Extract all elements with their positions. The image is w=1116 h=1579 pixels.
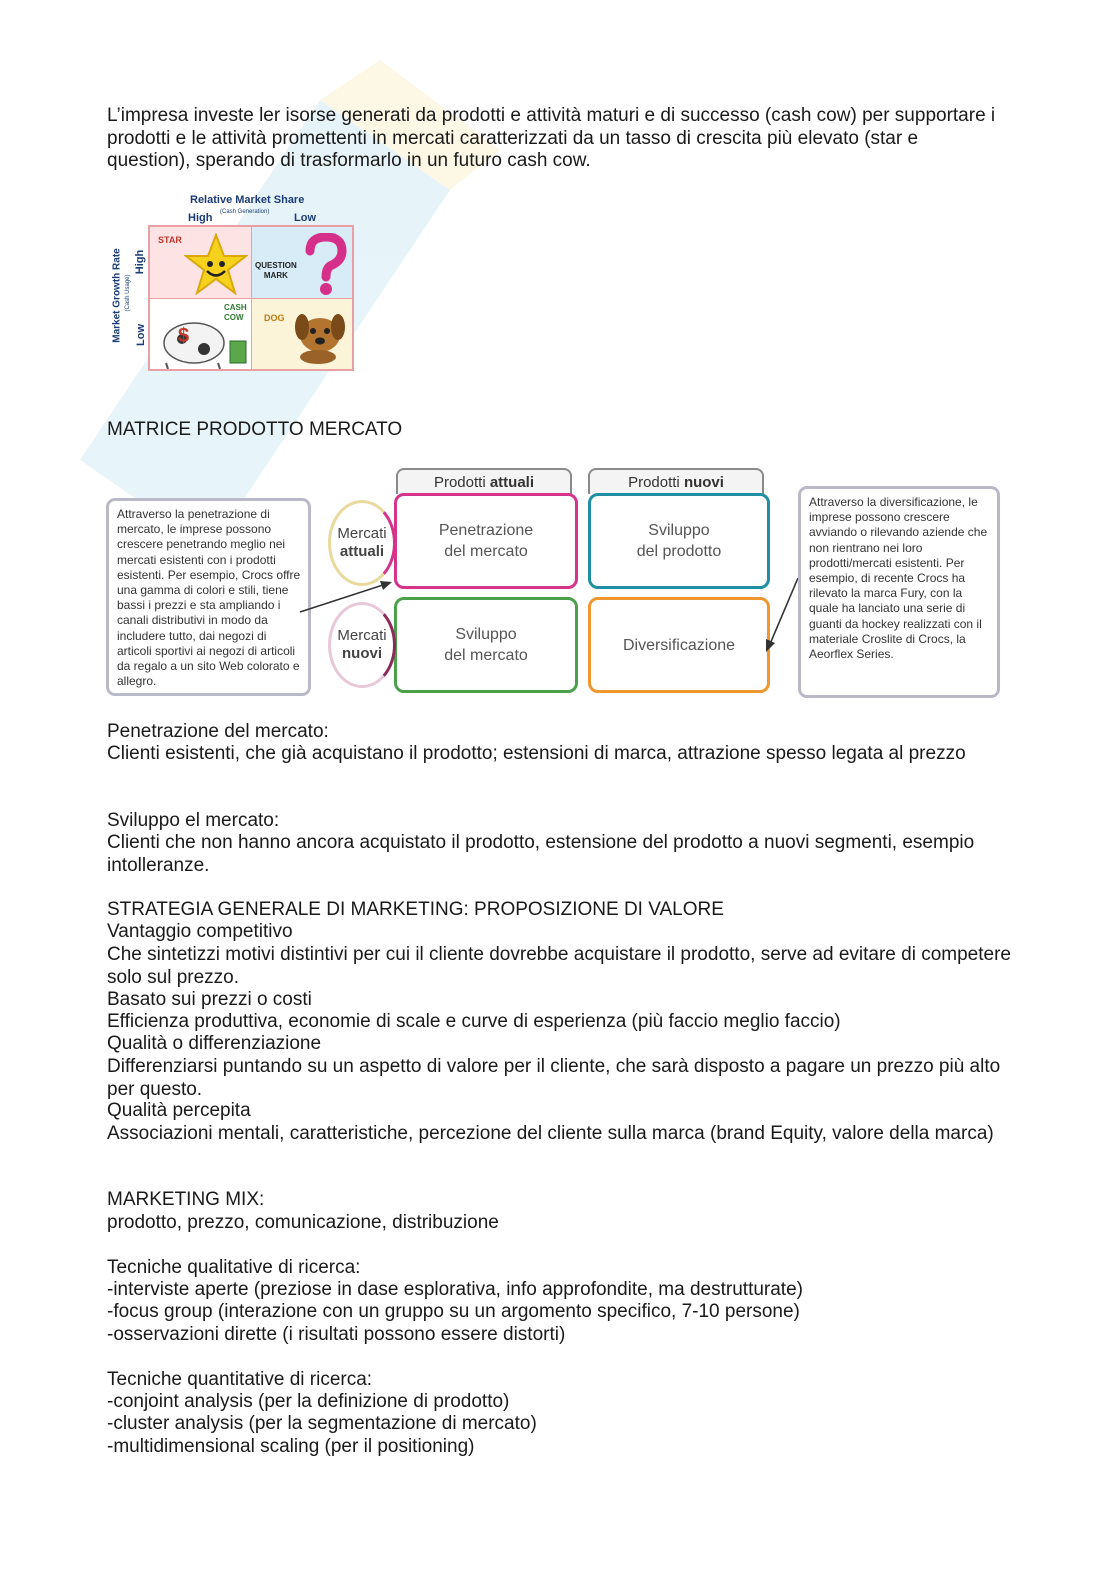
bcg-star-cell: [148, 225, 251, 298]
bcg-dog-cell: [251, 298, 354, 371]
quality-heading: Qualità o differenziazione: [107, 1033, 322, 1054]
intro-paragraph: L’impresa investe ler isorse generati da prodotti e attività maturi e di successo (cash cow) per supportare i prodotti e le attività promettenti in mercati caratterizzati da un tasso di crescita più elevato (star e question), sperando di trasformarlo in un futuro cash cow.: [107, 105, 996, 171]
marketing-mix-text: prodotto, prezzo, comunicazione, distribuzione: [107, 1212, 499, 1233]
column-new-products-a: Prodotti: [628, 474, 684, 491]
bcg-x-title: Relative Market Share: [190, 194, 305, 206]
product-market-matrix: [104, 466, 1004, 700]
bcg-star-label: STAR: [158, 235, 182, 245]
bcg-question-label: QUESTION MARK: [255, 261, 297, 280]
bcg-y-low: Low: [135, 324, 147, 346]
market-development-heading: Sviluppo el mercato:: [107, 810, 280, 831]
penetration-text: Clienti esistenti, che già acquistano il prodotto; estensioni di marca, attrazione spesso legata al prezzo: [107, 743, 966, 764]
price-cost-heading: Basato sui prezzi o costi: [107, 989, 312, 1010]
perceived-quality-heading: Qualità percepita: [107, 1100, 251, 1121]
cash-cow-icon: [152, 313, 250, 369]
row-new-markets-b: nuovi: [342, 645, 382, 662]
arrow-head-penetration: [380, 581, 392, 590]
cell-product-development: Sviluppo del prodotto: [588, 493, 770, 589]
quantitative-heading: Tecniche quantitative di ricerca:: [107, 1369, 373, 1390]
price-cost-text: Efficienza produttiva, economie di scale e curve di esperienza (più faccio meglio faccio): [107, 1011, 841, 1032]
quantitative-item: -conjoint analysis (per la definizione di prodotto): [107, 1391, 510, 1412]
row-existing-markets-a: Mercati: [337, 525, 387, 542]
quality-text: Differenziarsi puntando su un aspetto di valore per il cliente, che sarà disposto a pagare un prezzo più alto per questo.: [107, 1056, 1001, 1100]
dog-icon: [288, 305, 350, 367]
column-existing-products-b: attuali: [489, 474, 535, 491]
bcg-x-subtitle: (Cash Generation): [220, 209, 270, 215]
quantitative-item: -cluster analysis (per la segmentazione di mercato): [107, 1413, 537, 1434]
qualitative-item: -osservazioni dirette (i risultati possono essere distorti): [107, 1324, 566, 1345]
bcg-dollar-sign: $: [178, 325, 190, 347]
bcg-dog-label: DOG: [264, 313, 285, 323]
bcg-cash-cow-label: CASH COW: [224, 303, 247, 322]
bcg-y-subtitle: (Cash Usage): [125, 274, 131, 312]
bcg-y-high: High: [134, 249, 147, 275]
marketing-mix-heading: MARKETING MIX:: [107, 1189, 265, 1210]
star-icon: [184, 233, 248, 295]
cell-market-development: Sviluppo del mercato: [394, 597, 578, 693]
quantitative-item: -multidimensional scaling (per il positioning): [107, 1436, 475, 1457]
diversification-note: Attraverso la diversificazione, le imprese possono crescere avviando o rilevando aziende che non rientrano nei loro prodotti/mercati esistenti. Per esempio, di recente Crocs ha rilevato la marca Fury, con la quale ha lanciato una serie di guanti da hockey realizzati con il materiale Croslite di Crocs, la Aeorflex Series.: [798, 486, 1000, 698]
market-development-text: Clienti che non hanno ancora acquistato il prodotto, estensione del prodotto a nuovi segmenti, esempio intolleranze.: [107, 832, 975, 876]
bcg-cash-cow-cell: [148, 298, 251, 371]
qualitative-item: -focus group (interazione con un gruppo su un argomento specifico, 7-10 persone): [107, 1301, 800, 1322]
column-new-products-b: nuovi: [683, 474, 724, 491]
strategy-heading: STRATEGIA GENERALE DI MARKETING: PROPOSIZIONE DI VALORE: [107, 899, 724, 920]
bcg-x-high: High: [188, 212, 213, 224]
question-mark-icon: [302, 233, 348, 297]
column-existing-products-a: Prodotti: [433, 474, 490, 491]
perceived-quality-text: Associazioni mentali, caratteristiche, percezione del cliente sulla marca (brand Equity, valore della marca): [107, 1123, 994, 1144]
bcg-x-low: Low: [294, 212, 316, 224]
qualitative-item: -interviste aperte (preziose in dase esplorativa, info approfondite, ma destrutturate): [107, 1279, 803, 1300]
competitive-advantage-heading: Vantaggio competitivo: [107, 921, 293, 942]
row-existing-markets-b: attuali: [339, 543, 385, 560]
bcg-y-title: Market Growth Rate: [111, 248, 123, 343]
penetration-heading: Penetrazione del mercato:: [107, 721, 329, 742]
matrix-heading: MATRICE PRODOTTO MERCATO: [107, 419, 403, 440]
penetration-note: Attraverso la penetrazione di mercato, le imprese possono crescere penetrando meglio nei mercati esistenti con i prodotti esistenti. Per esempio, Crocs offre una gamma di colori e stili, tiene bassi i prezzi e sta ampliando i canali distributivi in modo da includere tutto, dai negozi di articoli sportivi ai negozi di articoli da regalo a un sito Web colorato e allegro.: [106, 498, 311, 696]
qualitative-heading: Tecniche qualitative di ricerca:: [107, 1257, 361, 1278]
arrow-to-diversification: [770, 578, 798, 644]
arrow-to-penetration: [300, 584, 386, 612]
cell-diversification: Diversificazione: [588, 597, 770, 693]
competitive-advantage-text: Che sintetizzi motivi distintivi per cui il cliente dovrebbe acquistare il prodotto, serve ad evitare di competere solo sul prezzo.: [107, 944, 1011, 988]
bcg-matrix: [108, 192, 364, 380]
bcg-question-cell: [251, 225, 354, 298]
cell-market-penetration: Penetrazione del mercato: [394, 493, 578, 589]
row-new-markets-a: Mercati: [337, 627, 387, 644]
